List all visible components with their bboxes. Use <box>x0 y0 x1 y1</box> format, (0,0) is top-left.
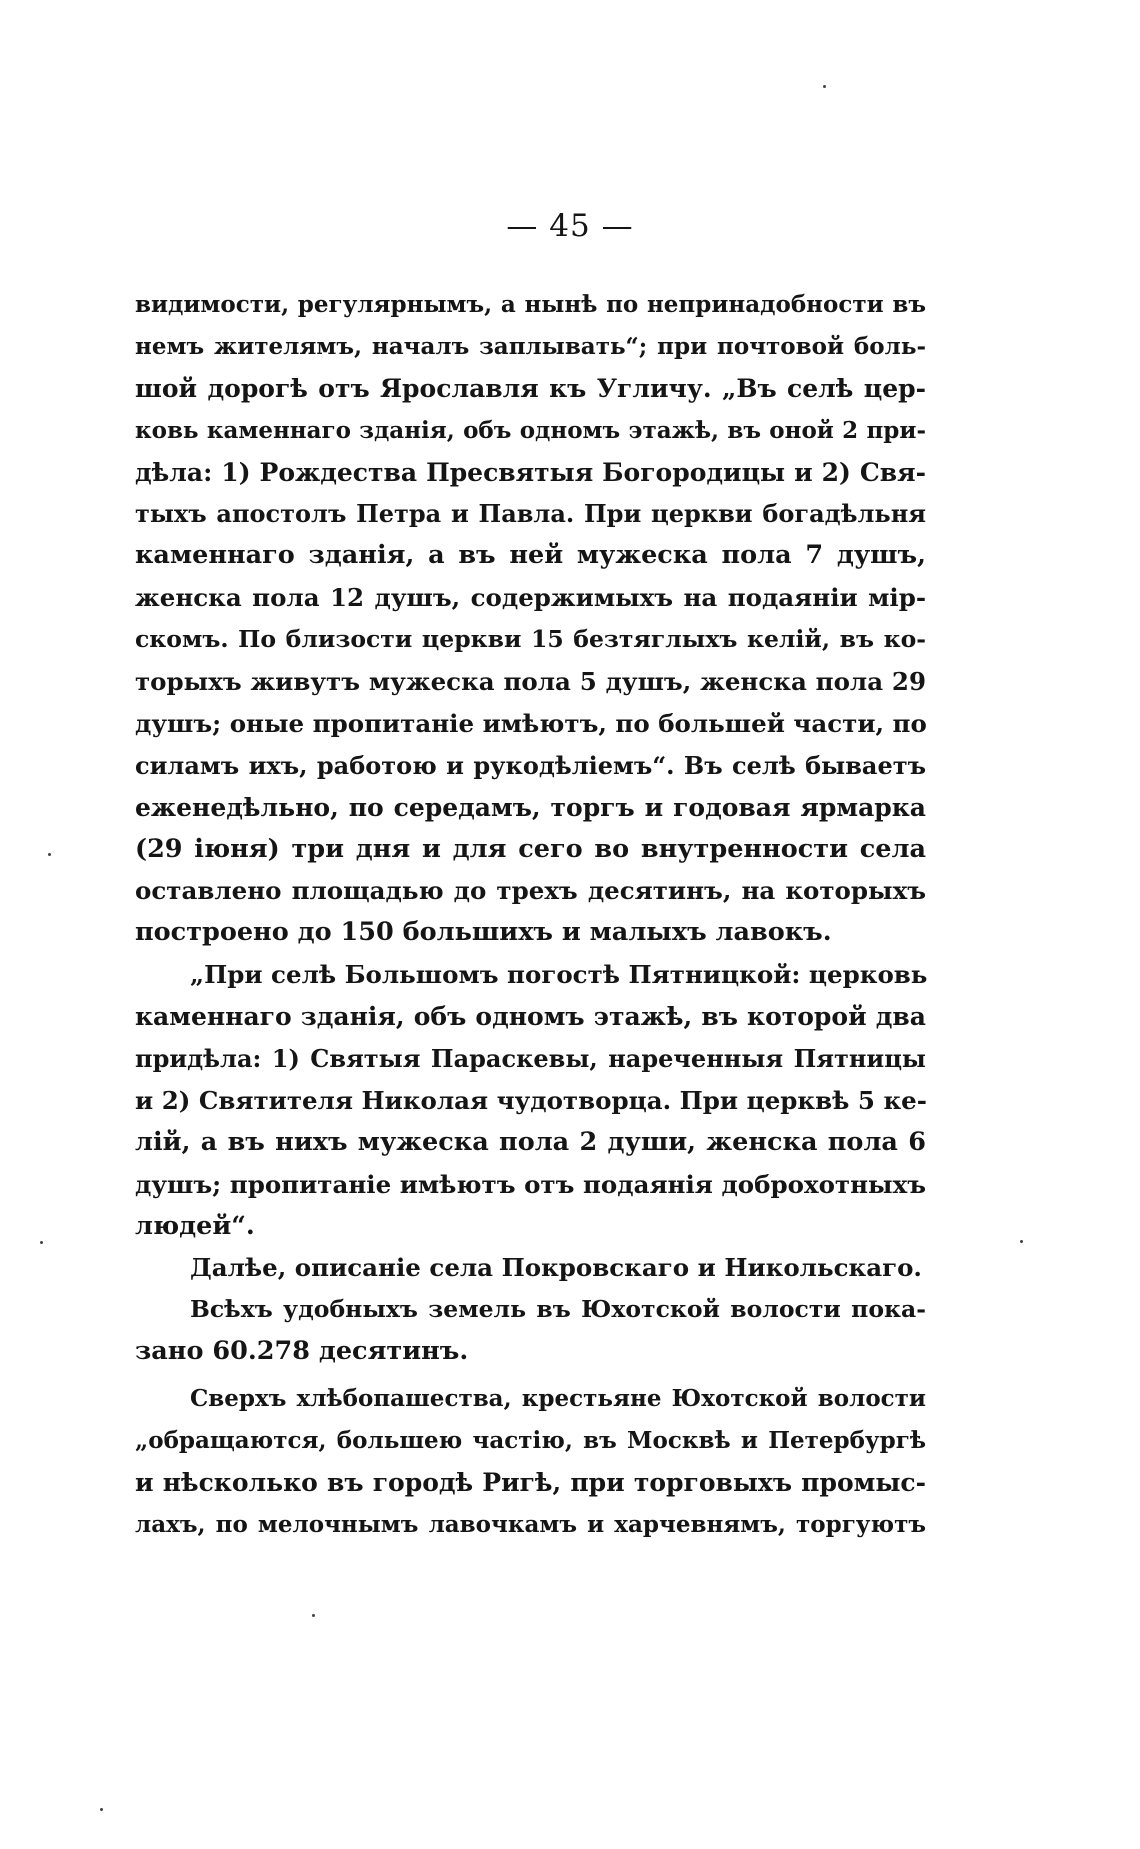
text-line: видимости, регулярнымъ, а нынѣ по непринадобности въ <box>135 291 926 318</box>
text-line: каменнаго зданія, объ одномъ этажѣ, въ которой два <box>135 1002 926 1032</box>
text-line: силамъ ихъ, работою и рукодѣліемъ“. Въ селѣ бываетъ <box>135 750 926 780</box>
text-line: шой дорогѣ отъ Ярославля къ Угличу. „Въ селѣ цер- <box>135 373 926 403</box>
scan-speck <box>48 853 51 856</box>
text-line: Сверхъ хлѣбопашества, крестьяне Юхотской волости <box>190 1385 926 1413</box>
text-line: Всѣхъ удобныхъ земель въ Юхотской волости пока- <box>190 1295 926 1324</box>
text-line: построено до 150 большихъ и малыхъ лавокъ. <box>135 917 832 948</box>
text-line: скомъ. По близости церкви 15 безтяглыхъ келій, въ ко- <box>135 625 926 654</box>
text-line: каменнаго зданія, а въ ней мужеска пола 7 душъ, <box>135 540 926 571</box>
text-line: тыхъ апостолъ Петра и Павла. При церкви богадѣльня <box>135 499 926 529</box>
text-line: еженедѣльно, по середамъ, торгъ и годовая ярмарка <box>135 792 926 822</box>
body-text <box>135 284 926 1546</box>
scan-speck <box>823 85 826 88</box>
text-line: оставлено площадью до трехъ десятинъ, на которыхъ <box>135 876 926 906</box>
text-line: немъ жителямъ, началъ заплывать“; при почтовой боль- <box>135 332 926 360</box>
text-line: женска пола 12 душъ, содержимыхъ на подаяніи мір- <box>135 583 926 613</box>
text-line: зано 60.278 десятинъ. <box>135 1336 469 1367</box>
text-line: ковь каменнаго зданія, объ одномъ этажѣ, въ оной 2 при- <box>135 416 926 444</box>
text-line: дѣла: 1) Рождества Пресвятыя Богородицы и 2) Свя- <box>135 457 926 487</box>
text-line: и нѣсколько въ городѣ Ригѣ, при торговыхъ промыс- <box>135 1467 926 1497</box>
text-line: душъ; пропитаніе имѣютъ отъ подаянія доброхотныхъ <box>135 1169 926 1199</box>
text-line: „При селѣ Большомъ погостѣ Пятницкой: церковь <box>190 960 928 990</box>
text-line: „обращаются, большею частію, въ Москвѣ и Петербургѣ <box>135 1427 926 1455</box>
text-line: Далѣе, описаніе села Покровскаго и Никольскаго. <box>190 1253 922 1283</box>
text-line: душъ; оные пропитаніе имѣютъ, по большей части, по <box>135 708 927 738</box>
text-line: и 2) Святителя Николая чудотворца. При церквѣ 5 ке- <box>135 1085 927 1115</box>
scan-speck <box>1020 1240 1023 1243</box>
text-line: лій, а въ нихъ мужеска пола 2 души, женска пола 6 <box>135 1126 926 1157</box>
text-line: людей“. <box>135 1210 255 1241</box>
text-line: лахъ, по мелочнымъ лавочкамъ и харчевнямъ, торгуютъ <box>135 1510 926 1538</box>
scan-speck <box>312 1614 315 1617</box>
scan-speck <box>100 1808 103 1811</box>
scan-speck <box>40 1241 43 1244</box>
text-line: придѣла: 1) Святыя Параскевы, нареченныя Пятницы <box>135 1044 926 1074</box>
text-line: (29 іюня) три дня и для сего во внутренности села <box>135 833 926 864</box>
text-line: торыхъ живутъ мужеска пола 5 душъ, женска пола 29 <box>135 667 926 697</box>
page-number: — 45 — <box>506 208 634 244</box>
